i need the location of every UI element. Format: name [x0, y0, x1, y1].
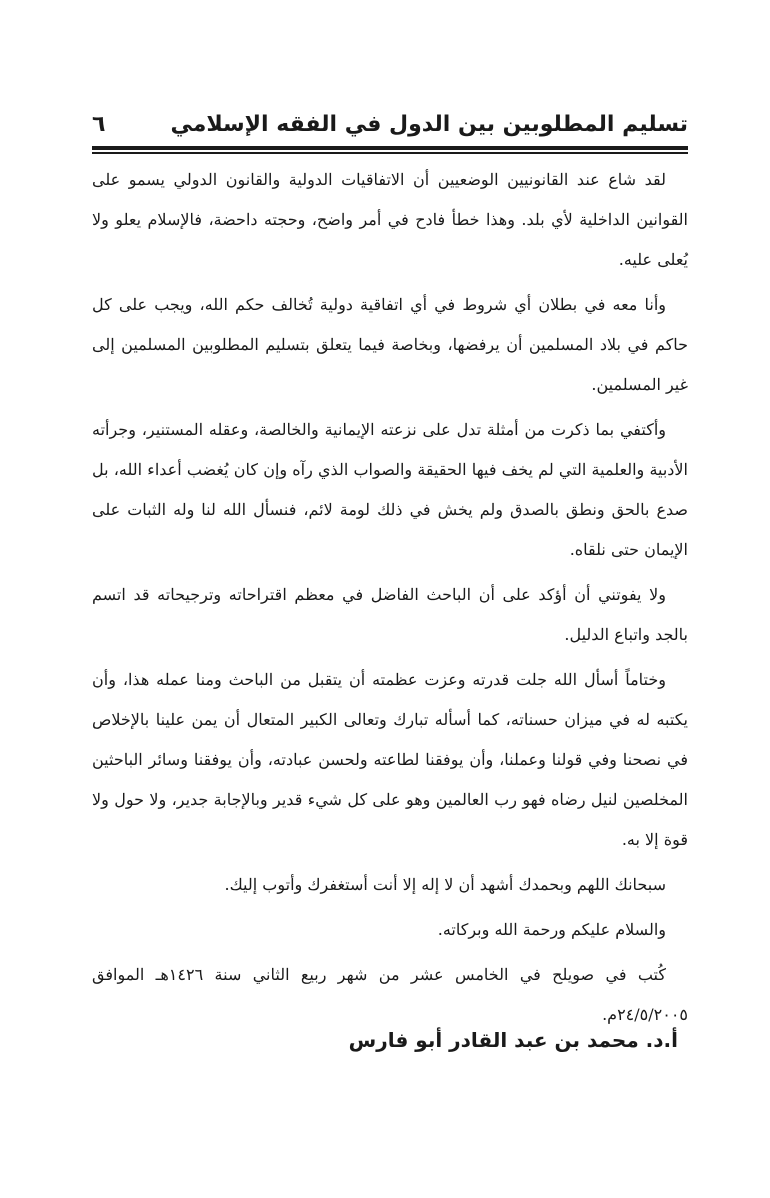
running-header-title: تسليم المطلوبين بين الدول في الفقه الإسلامي	[170, 112, 688, 137]
running-header	[92, 108, 688, 144]
body-text	[92, 160, 688, 1040]
paragraph: وختاماً أسأل الله جلت قدرته وعزت عظمته أن يتقبل من الباحث ومنا عمله هذا، وأن يكتبه له في ميزان حسناته، كما أسأله تبارك وتعالى الكبير المتعال أن يمن علينا بالإخلاص في نصحنا وفي قولنا وعملنا، وأن يوفقنا لطاعته ولحسن عبادته، وأن يوفقنا وسائر الباحثين المخلصين لنيل رضاه فهو رب العالمين وهو على كل شيء قدير وبالإجابة جدير، ولا حول ولا قوة إلا به.	[92, 670, 688, 849]
paragraph: والسلام عليكم ورحمة الله وبركاته.	[437, 920, 666, 939]
paragraph: ولا يفوتني أن أؤكد على أن الباحث الفاضل في معظم اقتراحاته وترجيحاته قد اتسم بالجد واتباع الدليل.	[92, 585, 688, 644]
paragraph: لقد شاع عند القانونيين الوضعيين أن الاتفاقيات الدولية والقانون الدولي يسمو على القوانين الداخلية لأي بلد. وهذا خطأ فادح في أمر واضح، وحجته داحضة، فالإسلام يعلو ولا يُعلى عليه.	[92, 170, 688, 269]
paragraph: سبحانك اللهم وبحمدك أشهد أن لا إله إلا أنت أستغفرك وأتوب إليك.	[224, 875, 666, 894]
paragraph: وأنا معه في بطلان أي شروط في أي اتفاقية دولية تُخالف حكم الله، ويجب على كل حاكم في بلاد المسلمين أن يرفضها، وبخاصة فيما يتعلق بتسليم المطلوبين المسلمين إلى غير المسلمين.	[92, 295, 688, 394]
paragraph: كُتب في صويلح في الخامس عشر من شهر ربيع الثاني سنة ١٤٢٦هـ الموافق ٢٤/٥/٢٠٠٥م.	[92, 965, 688, 1024]
paragraph: وأكتفي بما ذكرت من أمثلة تدل على نزعته الإيمانية والخالصة، وعقله المستنير، وجرأته الأدبية والعلمية التي لم يخف فيها الحقيقة والصواب الذي رآه وإن كان يُغضب أعداء الله، بل صدع بالحق ونطق بالصدق ولم يخش في ذلك لومة لائم، فنسأل الله لنا وله الثبات على الإيمان حتى نلقاه.	[92, 420, 688, 559]
header-rule-thin	[92, 152, 688, 154]
author-signature: أ.د. محمد بن عبد القادر أبو فارس	[348, 1028, 678, 1052]
page-number: ٦	[92, 112, 106, 137]
header-rule-thick	[92, 146, 688, 150]
